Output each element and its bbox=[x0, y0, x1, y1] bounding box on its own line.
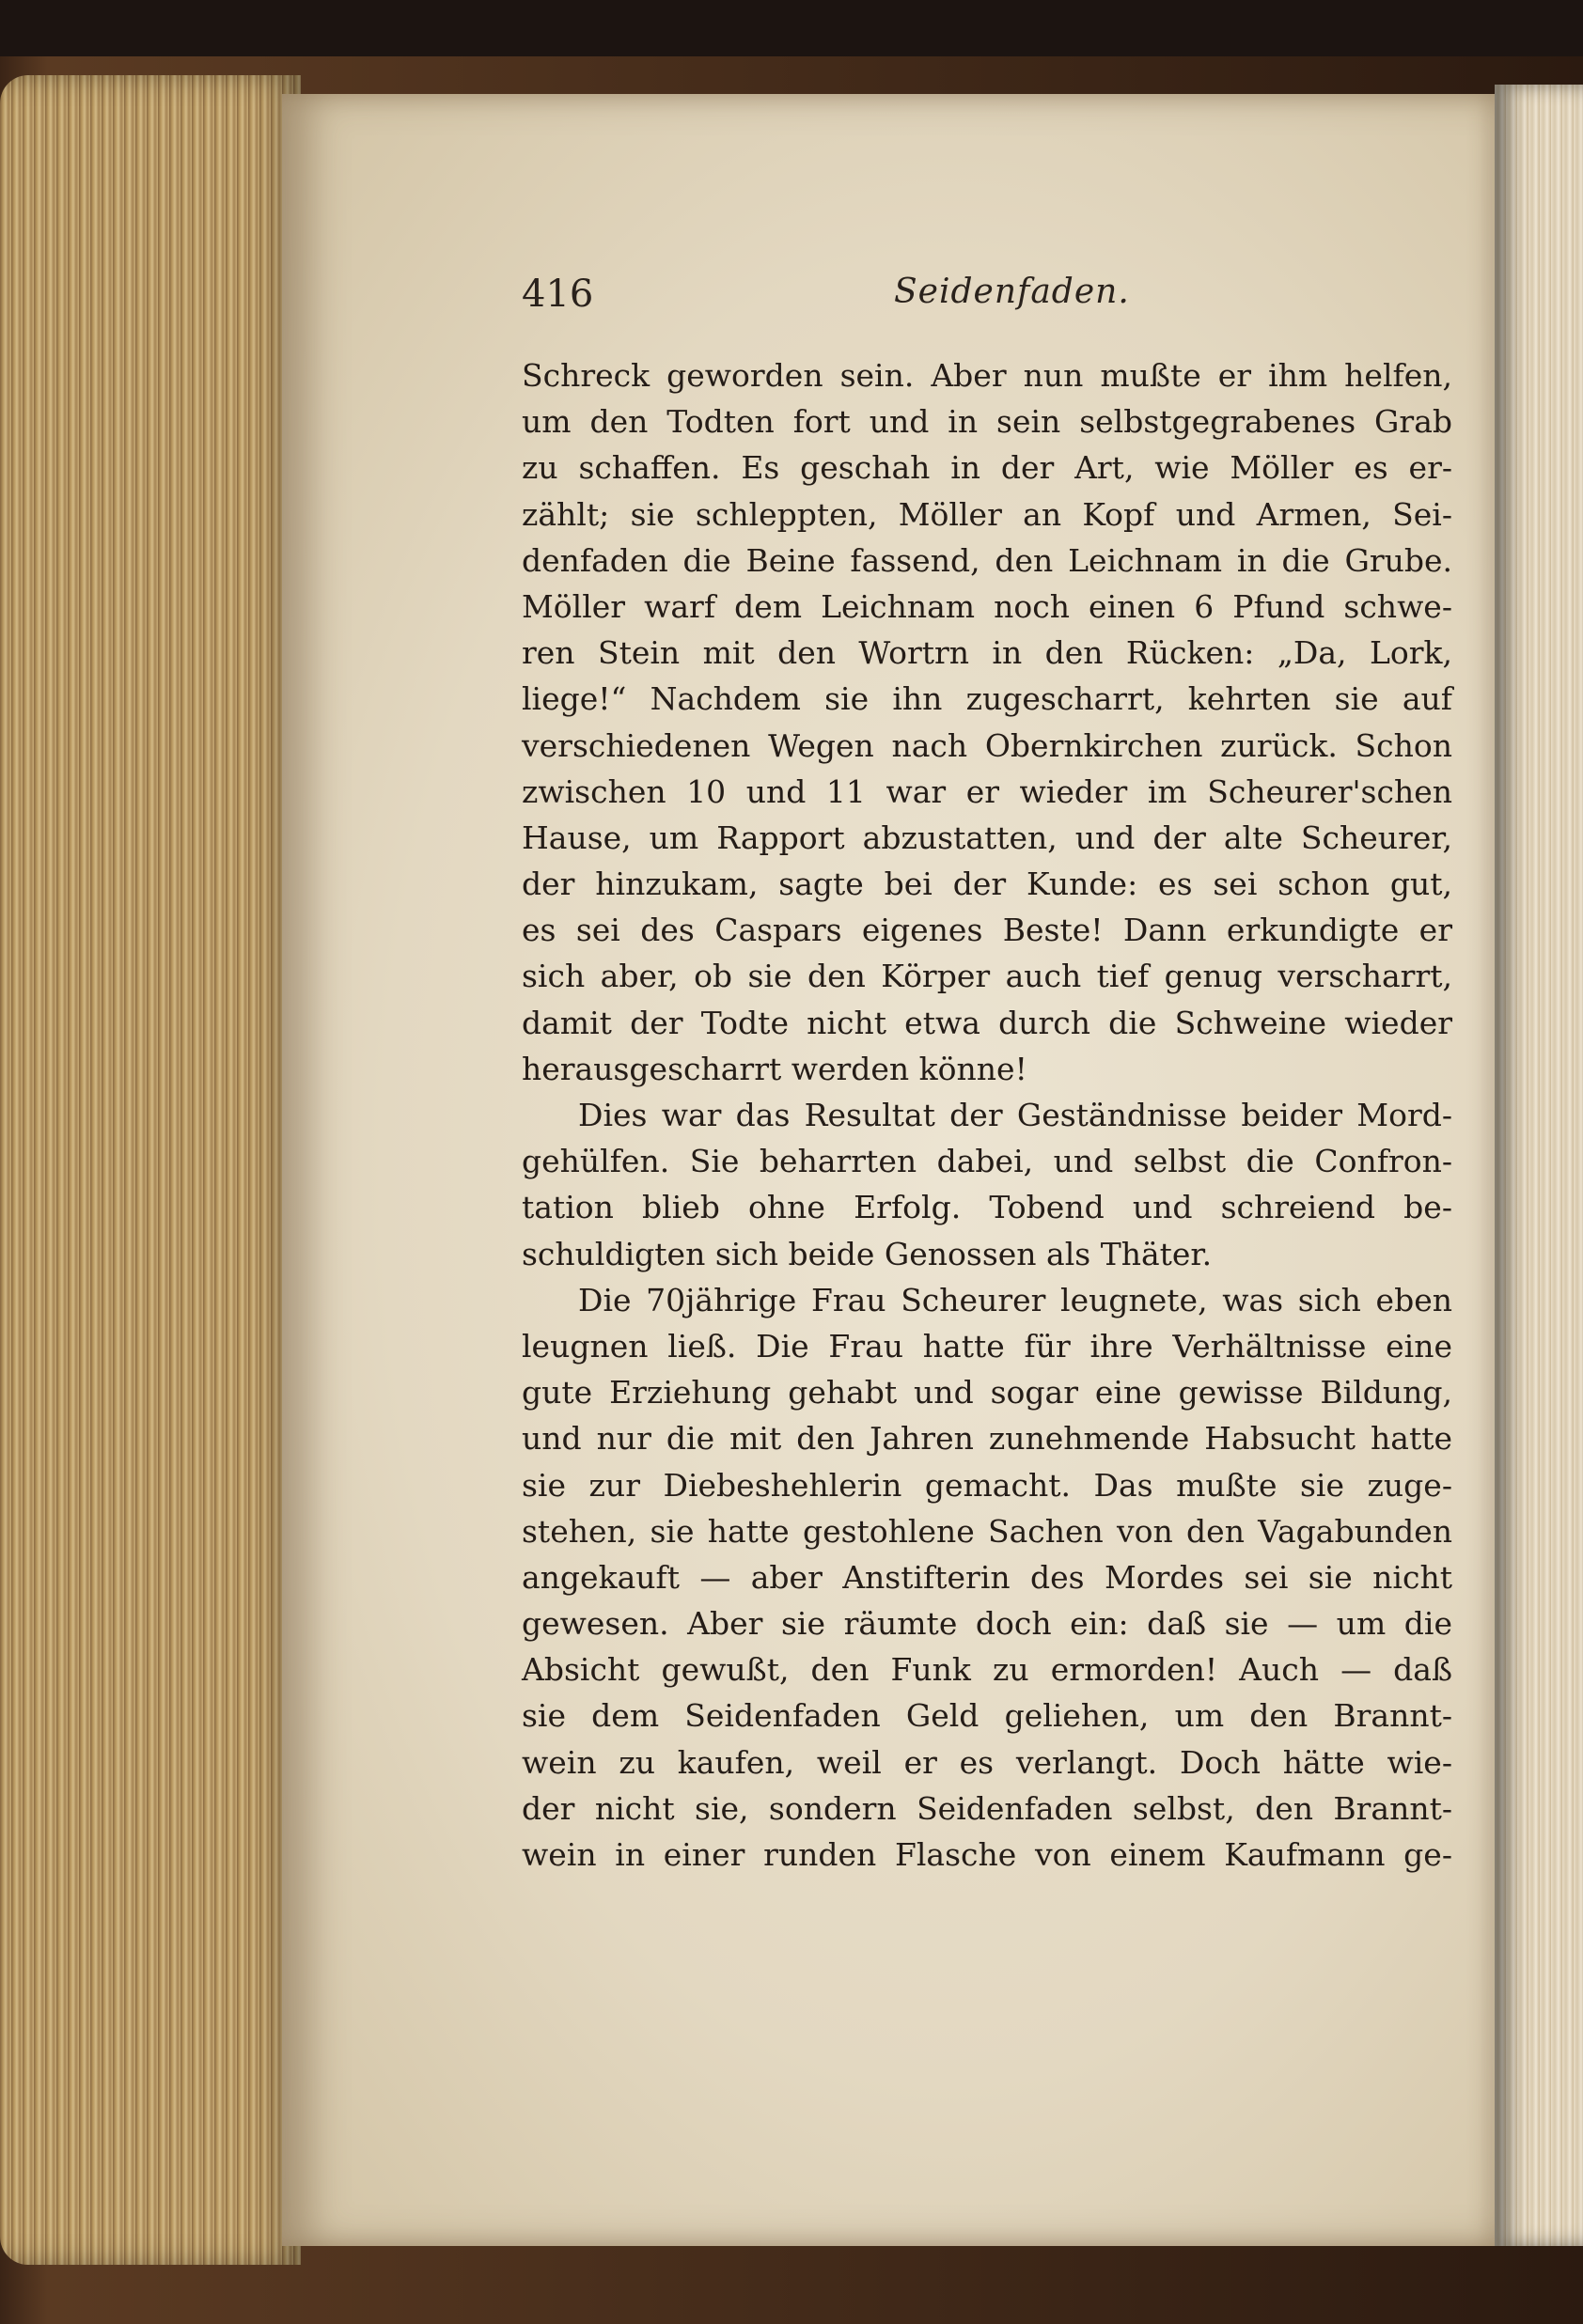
text-line: leugnen ließ. Die Frau hatte für ihre Verhältnisse eine bbox=[522, 1327, 1452, 1365]
text-line: Möller warf dem Leichnam noch einen 6 Pfund schwe- bbox=[522, 587, 1452, 625]
text-line: wein in einer runden Flasche von einem Kaufmann ge- bbox=[522, 1836, 1452, 1873]
text-line: ren Stein mit den Wortrn in den Rücken: „Da, Lork, bbox=[522, 634, 1452, 672]
body-text bbox=[522, 352, 1452, 1878]
text-line: der hinzukam, sagte bei der Kunde: es sei schon gut, bbox=[522, 866, 1452, 903]
text-line: damit der Todte nicht etwa durch die Schweine wieder bbox=[522, 1004, 1452, 1041]
text-line: zwischen 10 und 11 war er wieder im Scheurer'schen bbox=[522, 772, 1452, 810]
text-line: wein zu kaufen, weil er es verlangt. Doch hätte wie- bbox=[522, 1743, 1452, 1781]
text-line: verschiedenen Wegen nach Obernkirchen zurück. Schon bbox=[522, 726, 1452, 764]
text-line: zu schaffen. Es geschah in der Art, wie Möller es er- bbox=[522, 449, 1452, 487]
text-line: herausgescharrt werden könne! bbox=[522, 1050, 1027, 1087]
text-line: um den Todten fort und in sein selbstgegrabenes Grab bbox=[522, 403, 1452, 441]
page-header bbox=[522, 273, 1462, 329]
text-line: Die 70jährige Frau Scheurer leugnete, was sich eben bbox=[578, 1281, 1452, 1318]
text-line: der nicht sie, sondern Seidenfaden selbst, den Brannt- bbox=[522, 1789, 1452, 1827]
text-line: stehen, sie hatte gestohlene Sachen von den Vagabunden bbox=[522, 1512, 1452, 1550]
text-line: zählt; sie schleppten, Möller an Kopf und Armen, Sei- bbox=[522, 495, 1452, 533]
text-line: gewesen. Aber sie räumte doch ein: daß sie — um die bbox=[522, 1605, 1452, 1643]
page-edges-right bbox=[1495, 85, 1583, 2246]
text-line: gute Erziehung gehabt und sogar eine gewisse Bildung, bbox=[522, 1374, 1452, 1412]
page-edges-left bbox=[0, 75, 301, 2265]
text-line: tation blieb ohne Erfolg. Tobend und schreiend be- bbox=[522, 1189, 1452, 1226]
text-line: und nur die mit den Jahren zunehmende Habsucht hatte bbox=[522, 1420, 1452, 1458]
page-number: 416 bbox=[522, 273, 594, 316]
text-line: sie zur Diebeshehlerin gemacht. Das mußte sie zuge- bbox=[522, 1466, 1452, 1504]
running-head: Seidenfaden. bbox=[894, 273, 1130, 311]
text-line: Schreck geworden sein. Aber nun mußte er ihm helfen, bbox=[522, 357, 1452, 394]
text-line: Dies war das Resultat der Geständnisse beider Mord- bbox=[578, 1097, 1452, 1133]
text-line: angekauft — aber Anstifterin des Mordes sei sie nicht bbox=[522, 1558, 1452, 1596]
text-line: liege!“ Nachdem sie ihn zugescharrt, kehrten sie auf bbox=[522, 680, 1452, 718]
text-line: Absicht gewußt, den Funk zu ermorden! Auch — daß bbox=[522, 1651, 1452, 1689]
text-line: es sei des Caspars eigenes Beste! Dann erkundigte er bbox=[522, 912, 1452, 949]
text-line: denfaden die Beine fassend, den Leichnam in die Grube. bbox=[522, 541, 1452, 579]
text-line: sie dem Seidenfaden Geld geliehen, um den Brannt- bbox=[522, 1697, 1452, 1735]
text-line: sich aber, ob sie den Körper auch tief genug verscharrt, bbox=[522, 958, 1452, 995]
text-line: Hause, um Rapport abzustatten, und der alte Scheurer, bbox=[522, 819, 1452, 856]
text-line: gehülfen. Sie beharrten dabei, und selbst die Confron- bbox=[522, 1143, 1452, 1180]
text-line: schuldigten sich beide Genossen als Thäter. bbox=[522, 1235, 1213, 1272]
